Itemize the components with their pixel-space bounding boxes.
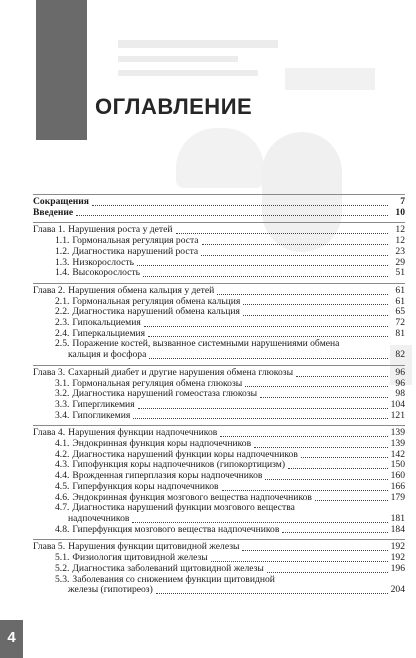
- toc-entry-title: Гиперфункция коры надпочечников: [72, 480, 219, 492]
- toc-dot-leader: [156, 593, 388, 594]
- toc-entry-page: 12: [395, 235, 405, 247]
- toc-entry-page: 65: [395, 306, 405, 318]
- toc-entry-title: железы (гипотиреоз): [68, 584, 153, 596]
- toc-dot-leader: [243, 304, 388, 305]
- toc-entry-number: Глава 2.: [33, 284, 66, 296]
- bleed-through-shade: [118, 40, 278, 48]
- toc-dot-leader: [220, 436, 387, 437]
- header-decor-block: [36, 0, 87, 140]
- toc-entry-number: 4.4.: [55, 470, 70, 482]
- toc-entry-number: Глава 5.: [33, 541, 66, 553]
- toc-entry: [33, 482, 405, 493]
- toc-entry-number: Глава 4.: [33, 427, 66, 439]
- toc-entry-page: 7: [400, 196, 405, 207]
- toc-dot-leader: [267, 572, 388, 573]
- toc-entry-title: Диагностика нарушений обмена кальция: [72, 306, 240, 318]
- toc-dot-leader: [76, 215, 388, 216]
- toc-entry-title: Нарушения обмена кальция у детей: [68, 284, 215, 296]
- toc-entry-title: Физиология щитовидной железы: [72, 552, 208, 564]
- toc-entry-number: 3.2.: [55, 388, 70, 400]
- toc-dot-leader: [143, 276, 388, 277]
- toc-entry-title: Диагностика нарушений гомеостаза глюкозы: [72, 388, 258, 400]
- toc-entry-number: 1.2.: [55, 245, 70, 257]
- toc-entry-title: Диагностика нарушений функции мозгового вещества: [72, 502, 295, 514]
- toc-entry-title: Поражение костей, вызванное системными нарушениями обмена: [72, 338, 340, 350]
- toc-entry-number: 3.3.: [55, 398, 70, 410]
- toc-entry-title: Эндокринная функция коры надпочечников: [72, 438, 252, 450]
- toc-entry-title: Сокращения: [33, 196, 89, 207]
- toc-entry-title: Эндокринная функция мозгового вещества надпочечников: [72, 491, 312, 503]
- toc-entry-number: 3.1.: [55, 377, 70, 389]
- toc-entry-number: 1.1.: [55, 235, 70, 247]
- toc-entry-page: 23: [395, 245, 405, 257]
- toc-entry-page: 51: [395, 267, 405, 279]
- toc-entry-page: 181: [390, 512, 405, 524]
- toc-chapter-block: [33, 194, 405, 222]
- toc-entry: [33, 268, 405, 279]
- toc-entry-title: кальция и фосфора: [68, 349, 147, 361]
- toc-dot-leader: [92, 205, 388, 206]
- toc-dot-leader: [137, 265, 388, 266]
- toc-entry-page: 104: [390, 398, 405, 410]
- toc-entry-page: 81: [395, 327, 405, 339]
- toc-entry-title: Нарушения функции надпочечников: [68, 427, 218, 439]
- toc-entry-title: Диагностика заболеваний щитовидной железы: [72, 562, 264, 574]
- toc-entry-page: 10: [395, 206, 405, 218]
- toc-entry-title: Гормональная регуляция роста: [72, 235, 199, 247]
- toc-dot-leader: [242, 550, 387, 551]
- toc-entry-page: 72: [395, 317, 405, 329]
- page-title: ОГЛАВЛЕНИЕ: [95, 94, 253, 119]
- toc-entry-page: 204: [390, 584, 405, 596]
- toc-entry-number: 4.7.: [55, 502, 70, 514]
- toc-entry-page: 192: [390, 552, 405, 564]
- toc-entry-title: Гипергликемия: [72, 398, 135, 410]
- toc-entry-title: надпочечников: [68, 512, 130, 524]
- toc-entry-chapter: [33, 208, 405, 219]
- toc-entry: [33, 350, 405, 361]
- toc-entry-page: 166: [390, 480, 405, 492]
- toc-dot-leader: [296, 376, 388, 377]
- toc-dot-leader: [245, 386, 388, 387]
- toc-entry-page: 184: [390, 523, 405, 535]
- toc-entry-title: Гормональная регуляция обмена кальция: [72, 295, 241, 307]
- toc-entry-page: 192: [390, 541, 405, 553]
- toc-entry-title: Диагностика нарушений роста: [72, 245, 199, 257]
- toc-dot-leader: [243, 315, 388, 316]
- toc-entry-number: 3.4.: [55, 409, 70, 421]
- toc-entry-page: 139: [390, 427, 405, 439]
- toc-entry-number: 4.5.: [55, 480, 70, 492]
- toc-dot-leader: [144, 326, 388, 327]
- toc-entry-page: 61: [395, 284, 405, 296]
- toc-dot-leader: [222, 490, 388, 491]
- toc-entry-page: 82: [395, 349, 405, 361]
- toc-entry: [33, 247, 405, 258]
- toc-entry-number: 1.4.: [55, 267, 70, 279]
- toc-dot-leader: [138, 408, 388, 409]
- bleed-through-shade: [285, 68, 375, 90]
- toc-dot-leader: [133, 418, 387, 419]
- toc-entry-title: Гиперфункция мозгового вещества надпочечников: [72, 523, 280, 535]
- toc-dot-leader: [148, 336, 388, 337]
- toc-entry-number: 4.3.: [55, 459, 70, 471]
- toc-entry-title: Введение: [33, 206, 74, 218]
- bleed-through-shade: [118, 70, 258, 76]
- toc-entry-title: Нарушения функции щитовидной железы: [68, 541, 240, 553]
- toc-entry-page: 12: [395, 224, 405, 236]
- toc-entry-number: 5.1.: [55, 552, 70, 564]
- toc-entry-title: Гиперкальциемия: [72, 327, 146, 339]
- toc-entry-number: 2.2.: [55, 306, 70, 318]
- toc-entry-page: 29: [395, 256, 405, 268]
- toc-entry: [33, 564, 405, 575]
- toc-entry-title: Высокорослость: [72, 267, 141, 279]
- toc-entry-title: Низкорослость: [72, 256, 134, 268]
- toc-entry-title: Гипогликемия: [72, 409, 131, 421]
- toc-dot-leader: [315, 500, 388, 501]
- bleed-through-shade: [176, 128, 264, 188]
- toc-entry-page: 196: [390, 562, 405, 574]
- toc-dot-leader: [217, 294, 388, 295]
- toc-entry-number: 4.2.: [55, 448, 70, 460]
- toc-entry-number: 4.1.: [55, 438, 70, 450]
- toc-entry-number: Глава 1.: [33, 224, 66, 236]
- toc-entry-title: Гипофункция коры надпочечников (гипокортицизм): [72, 459, 286, 471]
- toc-dot-leader: [265, 479, 387, 480]
- toc-dot-leader: [149, 358, 388, 359]
- toc-dot-leader: [260, 397, 388, 398]
- toc-entry-number: 4.8.: [55, 523, 70, 535]
- toc-chapter-block: [33, 222, 405, 283]
- toc-entry-page: 121: [390, 409, 405, 421]
- page-number: 4: [7, 629, 16, 646]
- toc-entry-title: Гипокальциемия: [72, 317, 141, 329]
- toc-entry-number: 5.3.: [55, 573, 70, 585]
- toc-dot-leader: [132, 522, 387, 523]
- toc-entry-page: 179: [390, 491, 405, 503]
- toc-entry-chapter: [33, 368, 405, 379]
- toc-dot-leader: [211, 561, 388, 562]
- toc-entry-title: Диагностика нарушений функции коры надпочечников: [72, 448, 298, 460]
- toc-chapter-block: [33, 539, 405, 600]
- bleed-through-shade: [118, 56, 238, 62]
- toc-entry-page: 98: [395, 388, 405, 400]
- toc-entry-page: 142: [390, 448, 405, 460]
- toc-entry-title: Врожденная гиперплазия коры надпочечников: [72, 470, 263, 482]
- toc-chapter-block: [33, 283, 405, 365]
- toc-entry-page: 61: [395, 295, 405, 307]
- toc-entry-number: 1.3.: [55, 256, 70, 268]
- toc-entry-number: 2.4.: [55, 327, 70, 339]
- toc-dot-leader: [301, 457, 388, 458]
- toc-entry-number: 2.5.: [55, 338, 70, 350]
- toc-entry-chapter: [33, 197, 405, 208]
- toc-entry-page: 160: [390, 470, 405, 482]
- toc-entry-title: Гормональная регуляция обмена глюкозы: [72, 377, 243, 389]
- toc-entry-title: Сахарный диабет и другие нарушения обмена глюкозы: [68, 366, 294, 378]
- toc-dot-leader: [202, 244, 388, 245]
- toc-entry: [33, 585, 405, 596]
- toc-entry: [33, 411, 405, 422]
- toc-entry-number: 2.1.: [55, 295, 70, 307]
- toc-chapter-block: [33, 365, 405, 426]
- toc-entry-page: 150: [390, 459, 405, 471]
- toc-chapter-block: [33, 425, 405, 539]
- toc-entry-title: Заболевания со снижением функции щитовидной: [72, 573, 275, 585]
- table-of-contents: [33, 194, 405, 600]
- toc-dot-leader: [282, 532, 387, 533]
- toc-entry: [33, 525, 405, 536]
- toc-entry-page: 96: [395, 366, 405, 378]
- toc-entry-number: Глава 3.: [33, 366, 66, 378]
- toc-dot-leader: [201, 255, 388, 256]
- toc-entry-title: Нарушения роста у детей: [68, 224, 173, 236]
- toc-dot-leader: [288, 468, 388, 469]
- toc-entry-number: 4.6.: [55, 491, 70, 503]
- toc-entry-number: 5.2.: [55, 562, 70, 574]
- toc-entry-page: 96: [395, 377, 405, 389]
- toc-entry-page: 139: [390, 438, 405, 450]
- toc-dot-leader: [176, 233, 389, 234]
- toc-entry-number: 2.3.: [55, 317, 70, 329]
- toc-dot-leader: [254, 447, 387, 448]
